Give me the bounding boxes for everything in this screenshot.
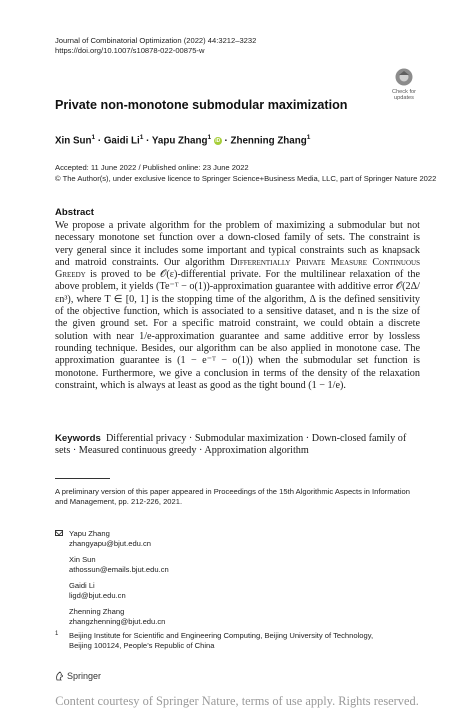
orcid-icon[interactable]: iD — [215, 138, 221, 145]
author-name[interactable]: Yapu Zhang — [151, 135, 208, 147]
courtesy-notice: Content courtesy of Springer Nature, terms of use apply. Rights reserved. — [55, 694, 419, 708]
contact-entry — [69, 555, 169, 575]
keywords-block — [55, 433, 420, 458]
author-affiliation-mark: 1 — [306, 134, 311, 141]
abstract-text-part-1: We propose a private algorithm for the problem of maximizing a submodular but not necessary monotone set function over a down-closed family of sets. The constraint is very general since it includes some important and typical constraints such as knapsack and matroid constraints. Our algorithm — [55, 220, 420, 268]
badge-line-1: Check for — [392, 89, 416, 95]
keywords-list: Differential privacy · Submodular maximization · Down-closed family of sets · Measured continuous greedy · Approximation algorithm — [55, 433, 407, 457]
abstract-text-part-2: is proved to be 𝒪(ε)-differential private. For the multilinear relaxation of the above problem, it yields (Te⁻ᵀ − o(1))-approximation guarantee with additive error 𝒪(2Δ/εn³), where T ∈ [0, 1] is the stopping time of the algorithm, Δ is the defined sensitivity of the objective function, which is associated to a sensitive dataset, and n is the size of the given ground set. For a specific matroid constraint, we could obtain a discrete solution with near 1/e-approximation guarantee and same additive error by lossless rounding technique. Besides, our algorithm can be also applied in monotone case. The approximation guarantee is (1 − e⁻ᵀ − o(1)) when the submodular set function is monotone. Furthermore, we give a conclusion in terms of the density of the relaxation constraint, which is always at least as good as the tight bound (1 − 1/e). — [55, 269, 420, 391]
author-separator: · — [221, 135, 231, 147]
keywords-label: Keywords — [55, 433, 101, 444]
contact-name: Gaidi Li — [69, 581, 95, 590]
contact-entry — [69, 581, 169, 601]
author-separator: · — [143, 135, 152, 147]
affiliation-number: 1 — [55, 631, 59, 637]
author-list — [55, 134, 310, 146]
footnote-divider — [55, 478, 110, 479]
contact-name: Zhenning Zhang — [69, 607, 125, 616]
contact-name: Yapu Zhang — [69, 529, 110, 538]
copyright-line: © The Author(s), under exclusive licence to Springer Science+Business Media, LLC, part of Springer Nature 2022 — [55, 173, 437, 183]
affiliation-line-2: Beijing 100124, People’s Republic of China — [69, 641, 215, 650]
journal-header — [55, 36, 256, 56]
accepted-published-line: Accepted: 11 June 2022 / Published online: 23 June 2022 — [55, 163, 249, 172]
springer-horse-icon — [55, 671, 64, 681]
contact-entry — [69, 529, 169, 549]
publisher-name: Springer — [67, 671, 102, 681]
check-for-updates-badge[interactable] — [386, 67, 422, 101]
author-name[interactable]: Xin Sun — [55, 135, 92, 147]
author-affiliation-mark: 1 — [139, 134, 144, 141]
abstract-body — [55, 220, 420, 392]
contact-email[interactable]: zhangyapu@bjut.edu.cn — [69, 539, 152, 548]
publication-dates — [55, 163, 436, 184]
check-for-updates-icon — [386, 67, 422, 101]
contact-entry — [69, 607, 169, 627]
contact-email[interactable]: athossun@emails.bjut.edu.cn — [69, 565, 169, 574]
contact-name: Xin Sun — [69, 555, 96, 564]
affiliation-line-1: Beijing Institute for Scientific and Engineering Computing, Beijing University of Technology, — [69, 631, 374, 640]
envelope-icon — [55, 530, 63, 536]
author-name[interactable]: Gaidi Li — [103, 135, 140, 147]
author-separator: · — [95, 135, 104, 147]
publisher-logo — [55, 671, 101, 681]
journal-citation: Journal of Combinatorial Optimization (2022) 44:3212–3232 — [55, 36, 257, 45]
contact-email[interactable]: ligd@bjut.edu.cn — [69, 591, 126, 600]
contact-email[interactable]: zhangzhenning@bjut.edu.cn — [69, 617, 166, 626]
author-contacts — [55, 529, 169, 633]
paper-title: Private non-monotone submodular maximization — [55, 98, 348, 112]
algorithm-name: Differentially Private Measure Continuous Greedy — [55, 256, 420, 281]
author-affiliation-mark: 1 — [91, 134, 96, 141]
author-name[interactable]: Zhenning Zhang — [230, 135, 307, 147]
preliminary-version-footnote: A preliminary version of this paper appeared in Proceedings of the 15th Algorithmic Aspects in Information and Management, pp. 212-226, 2021. — [55, 487, 410, 506]
badge-line-2: updates — [394, 95, 414, 101]
author-affiliation-mark: 1 — [207, 134, 212, 141]
abstract-heading: Abstract — [55, 207, 94, 218]
doi-link[interactable]: https://doi.org/10.1007/s10878-022-00875-w — [55, 46, 205, 55]
affiliation — [55, 631, 420, 651]
